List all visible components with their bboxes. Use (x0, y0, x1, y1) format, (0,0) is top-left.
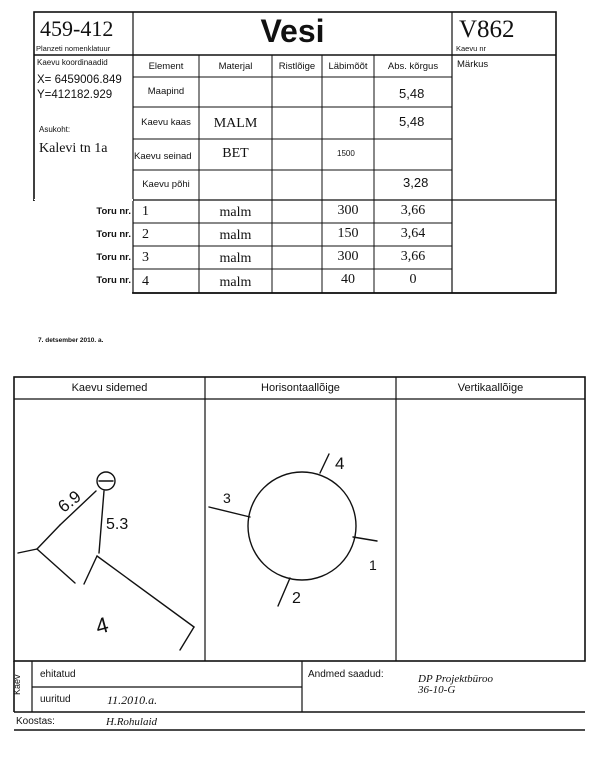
hand-note-c1: 1 (369, 557, 377, 573)
location-value: Kalevi tn 1a (39, 141, 108, 156)
hand-note-6-9: 6.9 (54, 486, 85, 517)
coordinate-x: X= 6459006.849 (37, 74, 122, 86)
col-header-diameter: Läbimõõt (328, 61, 368, 72)
row-element-bottom: Kaevu põhi (142, 179, 190, 190)
hand-note-c3: 3 (223, 490, 231, 506)
row-diameter-walls: 1500 (337, 149, 355, 158)
well-number-label: Kaevu nr (456, 44, 487, 53)
pipe-label-2: Toru nr. (96, 229, 131, 240)
pipe-number-4: 4 (142, 274, 149, 289)
row-element-walls: Kaevu seinad (134, 151, 192, 162)
nomenclature-value: 459-412 (40, 16, 114, 41)
pipe-label-1: Toru nr. (96, 206, 131, 217)
hand-note-c2: 2 (292, 590, 301, 607)
pipe-material-1: malm (219, 205, 252, 220)
well-side-label: Kaev (12, 674, 22, 695)
hand-note-c4: 4 (335, 454, 345, 473)
data-from-code: 36-10-G (418, 684, 456, 696)
pipe-abs-1: 3,66 (400, 203, 426, 218)
pipe-label-3: Toru nr. (96, 252, 131, 263)
horizontal-section-sketch (209, 454, 377, 606)
surveyed-label: uuritud (40, 694, 71, 705)
col-header-material: Materjal (218, 61, 253, 72)
pipe-abs-4: 0 (409, 272, 417, 287)
built-label: ehitatud (40, 669, 76, 680)
data-from-value: DP Projektbüroo (418, 673, 494, 685)
coordinate-y: Y=412182.929 (37, 89, 113, 101)
pipe-material-2: malm (219, 228, 252, 243)
author-value: H.Rohulaid (106, 716, 158, 728)
pipe-number-2: 2 (142, 227, 149, 242)
nomenclature-label: Planzeti nomenklatuur (36, 44, 111, 53)
location-label: Asukoht: (39, 125, 71, 134)
data-from-label: Andmed saadud: (308, 669, 384, 680)
panel-title-horizontal: Horisontaallõige (261, 382, 340, 394)
col-header-element: Element (148, 61, 184, 72)
pipe-abs-3: 3,66 (400, 249, 426, 264)
pipe-material-3: malm (219, 251, 252, 266)
col-header-cross-section: Ristlõige (278, 61, 316, 72)
panel-title-vertical: Vertikaallõige (457, 382, 524, 394)
col-header-remarks: Märkus (457, 59, 489, 70)
pipe-number-3: 3 (142, 250, 149, 265)
surveyed-value: 11.2010.a. (107, 693, 158, 707)
row-element-lid: Kaevu kaas (141, 117, 191, 128)
panel-title-connections: Kaevu sidemed (71, 382, 148, 394)
coordinates-label: Kaevu koordinaadid (37, 58, 108, 67)
pipe-diameter-2: 150 (337, 226, 359, 241)
pipe-label-4: Toru nr. (96, 275, 131, 286)
hand-note-4: 4 (92, 611, 112, 640)
hand-note-5-3: 5.3 (106, 516, 129, 533)
row-abs-lid: 5,48 (399, 114, 425, 129)
row-abs-bottom: 3,28 (403, 175, 429, 190)
document-date: 7. detsember 2010. a. (38, 337, 104, 344)
row-abs-ground: 5,48 (399, 86, 425, 101)
pipe-material-4: malm (219, 275, 252, 290)
pipe-diameter-4: 40 (341, 272, 355, 287)
page-title: Vesi (260, 13, 325, 49)
pipe-number-1: 1 (142, 204, 149, 219)
row-element-ground: Maapind (147, 86, 185, 97)
row-material-lid: MALM (213, 116, 258, 131)
pipe-diameter-3: 300 (337, 249, 359, 264)
well-number: V862 (459, 16, 515, 43)
row-material-walls: BET (222, 146, 249, 161)
pipe-diameter-1: 300 (337, 203, 359, 218)
pipe-abs-2: 3,64 (400, 226, 426, 241)
col-header-abs-height: Abs. kõrgus (387, 61, 439, 72)
author-label: Koostas: (16, 716, 55, 727)
